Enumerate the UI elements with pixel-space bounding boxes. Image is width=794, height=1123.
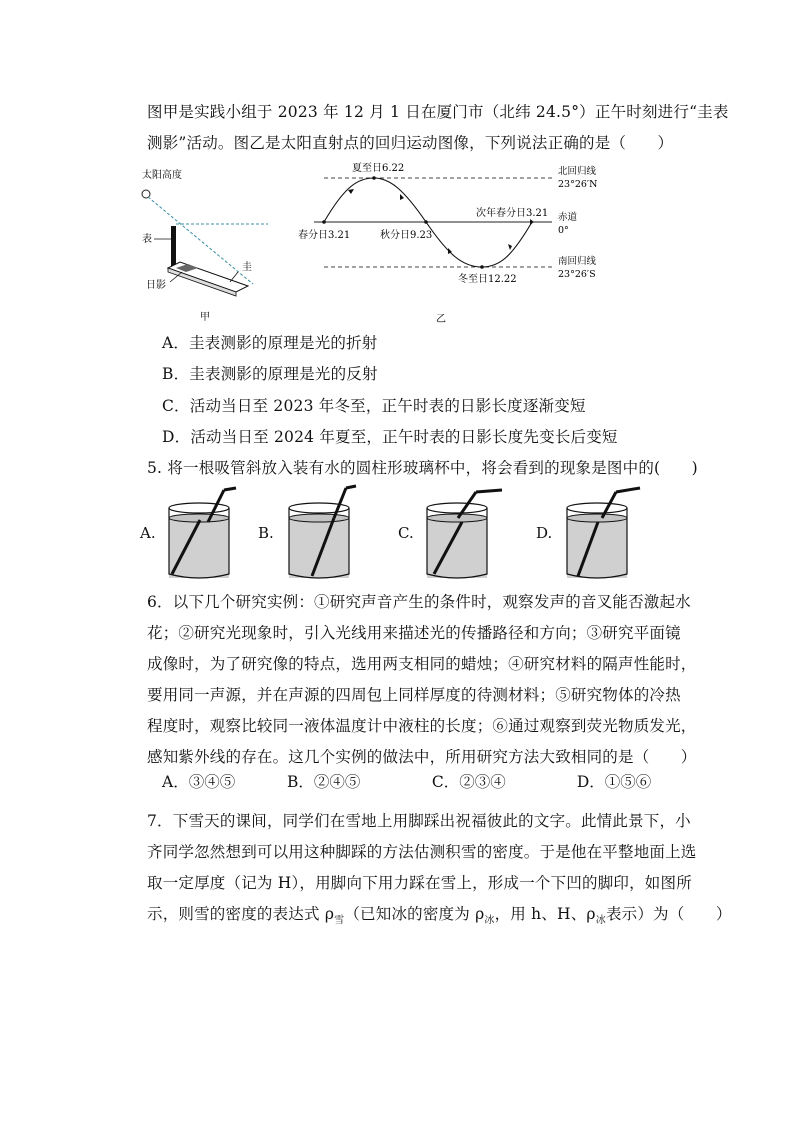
q6-line4: 要用同一声源，并在声源的四周包上同样厚度的待测材料；⑤研究物体的冷热 [147,686,681,704]
q5-glass-c [422,482,512,582]
label-spring: 春分日3.21 [298,230,351,241]
caption-yi: 乙 [436,314,446,325]
q5-label-a: A. [140,524,156,542]
label-tropic-south: 南回归线 [558,256,597,267]
q4-option-d: D．活动当日至 2024 年夏至，正午时表的日影长度先变长后变短 [162,428,618,446]
label-sun-height: 太阳高度 [142,170,182,181]
q4-stem-line1: 图甲是实践小组于 2023 年 12 月 1 日在厦门市（北纬 24.5°）正午时刻进行“圭表 [147,103,729,121]
figure-gui-biao [138,164,268,324]
figure-sun-direct-point [290,160,630,328]
q5-glass-b [284,482,364,582]
q7-line1: 7．下雪天的课间，同学们在雪地上用脚踩出祝福彼此的文字。此情此景下，小 [147,812,691,830]
q4-stem-line2: 测影”活动。图乙是太阳直射点的回归运动图像，下列说法正确的是（ ） [147,134,674,152]
equator-arrow [530,219,534,225]
curve-arrow-1 [348,189,354,194]
q5-glass-a [164,482,244,582]
q7-sub-snow: 雪 [334,915,345,927]
q7-line4 [147,902,732,926]
curve-arrow-4 [508,244,512,250]
label-autumn: 秋分日9.23 [380,230,433,241]
q6-options [162,770,651,792]
q6-line5: 程度时，观察比较同一液体温度计中液柱的长度；⑥通过观察到荧光物质发光， [147,717,697,735]
label-gui: 圭 [242,262,252,273]
label-winter: 冬至日12.22 [458,274,517,285]
q7-line3: 取一定厚度（记为 H），用脚向下用力踩在雪上，形成一个下凹的脚印，如图所 [147,874,692,892]
label-equator-deg: 0° [558,225,569,236]
q6-line3: 成像时，为了研究像的特点，选用两支相同的蜡烛；④研究材料的隔声性能时， [147,655,697,673]
spring-point [322,220,326,224]
q6-line6: 感知紫外线的存在。这几个实例的做法中，所用研究方法大致相同的是（ ） [147,748,697,766]
q7-sub-ice2: 冰 [595,915,606,927]
q7-sub-ice: 冰 [484,915,495,927]
q5-label-c: C. [398,524,414,542]
q5-glass-d [562,482,652,582]
q5-label-b: B. [258,524,274,542]
label-equator: 赤道 [558,212,578,223]
q6-option-c: C．②③④ [431,773,506,791]
summer-point [372,176,376,180]
q4-option-c: C．活动当日至 2023 年冬至，正午时表的日影长度逐渐变短 [162,397,586,415]
q5-label-d: D. [536,524,553,542]
label-tropic-north: 北回归线 [558,166,597,177]
q6-option-b: B．②④⑤ [286,773,361,791]
q5-figures [0,482,794,582]
label-tropic-north-deg: 23°26′N [558,179,598,190]
q7-line4-b: （已知冰的密度为 ρ [344,905,485,923]
q4-option-a: A．圭表测影的原理是光的折射 [162,334,378,352]
q6-option-a: A．③④⑤ [162,773,236,791]
winter-point [480,265,484,269]
label-biao: 表 [142,234,152,245]
curve-arrow-2 [400,194,404,200]
gui-pointer-line [230,272,238,282]
sun-circle [142,190,150,198]
autumn-point [424,220,428,224]
biao-pole [171,226,176,268]
caption-jia: 甲 [200,312,210,323]
label-tropic-south-deg: 23°26′S [558,269,596,280]
q6-line2: 花；②研究光现象时，引入光线用来描述光的传播路径和方向；③研究平面镜 [147,624,681,642]
label-next-spring: 次年春分日3.21 [476,208,549,219]
q6-option-d: D．①⑤⑥ [576,773,652,791]
q4-option-b: B．圭表测影的原理是光的反射 [162,365,378,383]
q5-stem: 5. 将一根吸管斜放入装有水的圆柱形玻璃杯中，将会看到的现象是图中的( ) [147,459,698,477]
q7-line4-c: ，用 h、H、ρ [494,905,596,923]
q7-line4-a: 示，则雪的密度的表达式 ρ [147,905,335,923]
q7-line4-d: 表示）为（ ） [605,905,732,923]
label-summer: 夏至日6.22 [352,163,405,174]
label-riying: 日影 [146,280,166,291]
q7-line2: 齐同学忽然想到可以用这种脚踩的方法估测积雪的密度。于是他在平整地面上选 [147,843,697,861]
gui-base [168,262,248,292]
q6-line1: 6．以下几个研究实例：①研究声音产生的条件时，观察发声的音叉能否激起水 [147,593,691,611]
